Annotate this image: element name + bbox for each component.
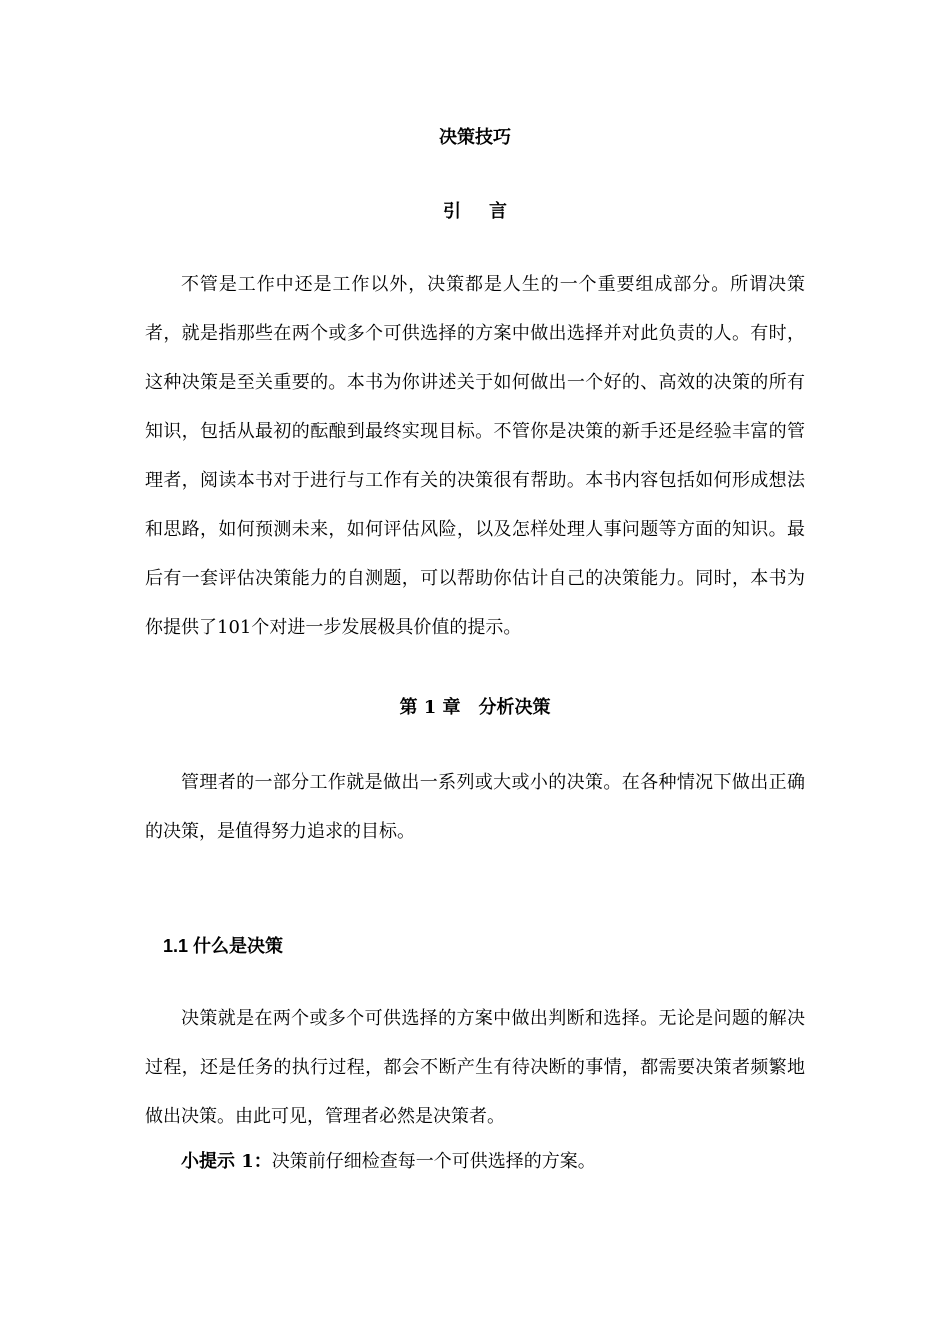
intro-paragraph: 不管是工作中还是工作以外，决策都是人生的一个重要组成部分。所谓决策者，就是指那些在两个或多个可供选择的方案中做出选择并对此负责的人。有时，这种决策是至关重要的。本书为你讲述关于如何做出一个好的、高效的决策的所有知识，包括从最初的酝酿到最终实现目标。不管你是决策的新手还是经验丰富的管理者，阅读本书对于进行与工作有关的决策很有帮助。本书内容包括如何形成想法和思路，如何预测未来，如何评估风险，以及怎样处理人事问题等方面的知识。最后有一套评估决策能力的自测题，可以帮助你估计自己的决策能力。同时，本书为你提供了101个对进一步发展极具价值的提示。 (145, 274, 805, 638)
tip-label: 小提示 1： (181, 1151, 272, 1172)
tip-1 (181, 1150, 596, 1174)
chapter-1-paragraph: 管理者的一部分工作就是做出一系列或大或小的决策。在各种情况下做出正确的决策，是值得努力追求的目标。 (145, 772, 805, 842)
chapter-1-heading: 第 1 章 分析决策 (399, 697, 551, 718)
tip-text: 决策前仔细检查每一个可供选择的方案。 (271, 1151, 596, 1172)
intro-heading: 引言 (443, 201, 535, 222)
section-1-1-heading: 1.1 什么是决策 (163, 936, 284, 956)
section-1-1-paragraph: 决策就是在两个或多个可供选择的方案中做出判断和选择。无论是问题的解决过程，还是任务的执行过程，都会不断产生有待决断的事情，都需要决策者频繁地做出决策。由此可见，管理者必然是决策者。 (145, 1008, 805, 1127)
document-title: 决策技巧 (439, 127, 511, 148)
